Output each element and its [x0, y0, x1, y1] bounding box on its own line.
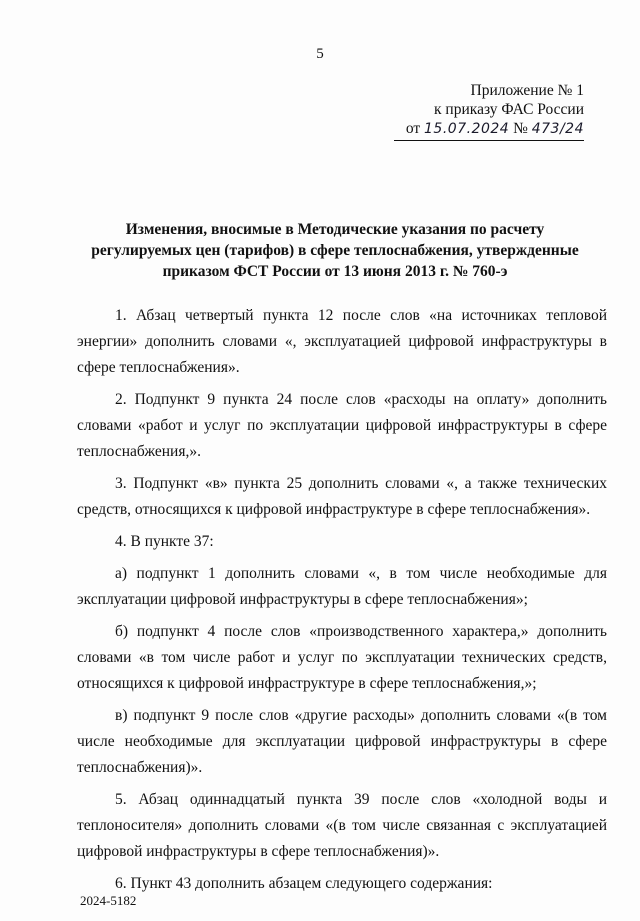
paragraph-4b: б) подпункт 4 после слов «производственного характера,» дополнить словами «в том числе работ и услуг по эксплуатации технических средств, относящихся к цифровой инфраструктуре в сфере теплоснабжения,»; [77, 623, 607, 692]
footer-document-code: 2024-5182 [80, 893, 137, 908]
handwritten-number: 473/24 [531, 121, 584, 137]
appendix-title: Приложение № 1 [470, 82, 584, 99]
appendix-order-ref: к приказу ФАС России [434, 101, 584, 118]
paragraph-2: 2. Подпункт 9 пункта 24 после слов «расходы на оплату» дополнить словами «работ и услуг по эксплуатации цифровой инфраструктуры в сфере теплоснабжения,». [77, 391, 607, 460]
paragraph-4a: а) подпункт 1 дополнить словами «, в том числе необходимые для эксплуатации цифровой инфраструктуры в сфере теплоснабжения»; [77, 565, 607, 608]
handwritten-date: 15.07.2024 [424, 121, 510, 137]
appendix-block [394, 81, 584, 141]
date-prefix: от [405, 120, 421, 137]
paragraph-4v: в) подпункт 9 после слов «другие расходы» дополнить словами «(в том числе необходимые для эксплуатации цифровой инфраструктуры в сфере теплоснабжения)». [77, 707, 607, 776]
number-prefix: № [513, 120, 528, 137]
document-title: Изменения, вносимые в Методические указания по расчету регулируемых цен (тарифов) в сфере теплоснабжения, утвержденные приказом ФСТ России от 13 июня 2013 г. № 760-э [91, 221, 579, 280]
paragraph-3: 3. Подпункт «в» пункта 25 дополнить словами «, а также технических средств, относящихся к цифровой инфраструктуре в сфере теплоснабжения». [77, 475, 607, 518]
paragraph-6: 6. Пункт 43 дополнить абзацем следующего содержания: [115, 875, 493, 892]
paragraph-1: 1. Абзац четвертый пункта 12 после слов «на источниках тепловой энергии» дополнить словами «, эксплуатацией цифровой инфраструктуры в сфере теплоснабжения». [77, 307, 607, 376]
document-body [77, 303, 607, 897]
paragraph-5: 5. Абзац одиннадцатый пункта 39 после слов «холодной воды и теплоносителя» дополнить словами «(в том числе связанная с эксплуатацией цифровой инфраструктуры в сфере теплоснабжения)». [77, 791, 607, 860]
paragraph-4: 4. В пункте 37: [115, 533, 214, 550]
appendix-date-number-line [394, 119, 584, 141]
page-number: 5 [316, 46, 324, 62]
